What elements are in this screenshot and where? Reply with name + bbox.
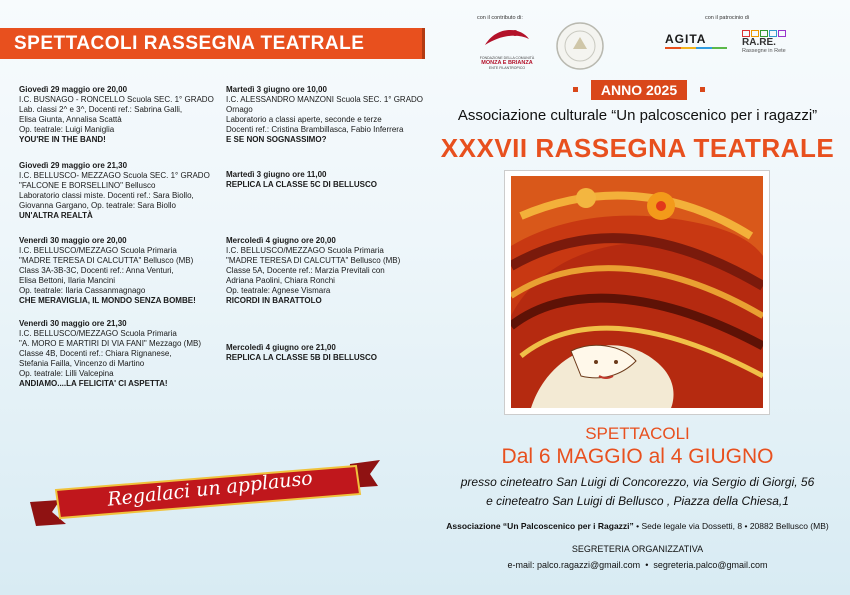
event-line: Martedì 3 giugno ore 10,00 [226, 85, 327, 94]
venue-line: e cineteatro San Luigi di Bellusco , Piazza della Chiesa,1 [486, 494, 789, 508]
event-title: CHE MERAVIGLIA, IL MONDO SENZA BOMBE! [19, 296, 196, 305]
event-line: Giovedì 29 maggio ore 21,30 [19, 161, 128, 170]
event-line: I.C. BELLUSCO/MEZZAGO Scuola Primaria [226, 246, 384, 255]
event-line: Class 3A-3B-3C, Docenti ref.: Anna Venturi, [19, 266, 174, 275]
event-line: Venerdì 30 maggio ore 20,00 [19, 236, 127, 245]
secretariat-heading: SEGRETERIA ORGANIZZATIVA [571, 544, 704, 554]
event-line: Docenti ref.: Cristina Brambillasca, Fabio Inferrera [226, 125, 404, 134]
event-line: Op. teatrale: Luigi Maniglia [19, 125, 115, 134]
event-item [19, 161, 219, 221]
event-line: Classe 4B, Docenti ref.: Chiara Rignanese, [19, 349, 172, 358]
event-line: Giovanna Gargano, Op. teatrale: Sara Biollo [19, 201, 176, 210]
fondazione-mark-icon [477, 23, 537, 51]
contribution-label: con il contributo di: [477, 15, 523, 21]
event-line: Op. teatrale: Agnese Vismara [226, 286, 331, 295]
right-panel [425, 0, 850, 595]
event-line: I.C. BELLUSCO/MEZZAGO Scuola Primaria [19, 246, 177, 255]
event-line: I.C. BELLUSCO- MEZZAGO Scuola SEC. 1° GRADO [19, 171, 210, 180]
event-item [226, 236, 426, 306]
fondazione-text: ENTE FILANTROPICO [488, 66, 526, 70]
shows-label: SPETTACOLI [585, 424, 690, 443]
event-title: E SE NON SOGNASSIMO? [226, 135, 327, 144]
event-line: "MADRE TERESA DI CALCUTTA" Bellusco (MB) [19, 256, 194, 265]
patronage-label: con il patrocinio di [705, 15, 750, 21]
email-line [425, 560, 850, 570]
event-title: YOU'RE IN THE BAND! [19, 135, 106, 144]
event-item [226, 343, 426, 363]
event-line: Stefania Failla, Vincenzo di Martino [19, 359, 145, 368]
event-item [19, 319, 219, 389]
fondazione-text: MONZA E BRIANZA [481, 60, 533, 66]
separator-bullet: • [645, 560, 649, 570]
bullet-icon [573, 87, 578, 92]
event-title: REPLICA LA CLASSE 5B DI BELLUSCO [226, 353, 377, 362]
program-banner: SPETTACOLI RASSEGNA TEATRALE [0, 28, 425, 59]
agita-stripes [665, 47, 727, 49]
event-title: REPLICA LA CLASSE 5C DI BELLUSCO [226, 180, 377, 189]
festival-title: XXXVII RASSEGNA TEATRALE [440, 133, 835, 163]
vismara-seal-icon [555, 21, 605, 71]
artwork-illustration [511, 176, 763, 408]
event-line: Elisa Bettoni, Ilaria Mancini [19, 276, 116, 285]
event-line: Lab. classi 2^ e 3^, Docenti ref.: Sabrina Galli, [19, 105, 183, 114]
agita-text: AGITA [665, 32, 707, 46]
event-line: "MADRE TERESA DI CALCUTTA" Bellusco (MB) [226, 256, 401, 265]
rare-logo [742, 30, 802, 60]
festival-dates: Dal 6 MAGGIO al 4 GIUGNO [501, 445, 774, 468]
association-name: Associazione culturale “Un palcoscenico per i ragazzi” [457, 107, 818, 124]
event-line: Ornago [226, 105, 253, 114]
event-title: ANDIAMO....LA FELICITA' CI ASPETTA! [19, 379, 168, 388]
legal-seat-address: • Sede legale via Dossetti, 8 • 20882 Bellusco (MB) [633, 521, 829, 531]
event-line: "A. MORO E MARTIRI DI VIA FANI" Mezzago (MB) [19, 339, 202, 348]
event-line: Laboratorio classi miste. Docenti ref.: Sara Biollo, [19, 191, 194, 200]
fondazione-text: FONDAZIONE DELLA COMUNITÀ [479, 56, 535, 60]
agita-logo [665, 32, 727, 56]
event-item [19, 85, 219, 145]
event-line: I.C. BUSNAGO - RONCELLO Scuola SEC. 1° GRADO [19, 95, 214, 104]
ribbon-text: Regalaci un applauso [106, 467, 314, 511]
event-line: Martedì 3 giugno ore 11,00 [226, 170, 327, 179]
fondazione-vismara-logo [555, 21, 605, 71]
event-line: Venerdì 30 maggio ore 21,30 [19, 319, 127, 328]
event-line: Op. teatrale: Lilli Valcepina [19, 369, 114, 378]
event-line: "FALCONE E BORSELLINO" Bellusco [19, 181, 156, 190]
festival-artwork [504, 170, 770, 415]
event-item [226, 85, 426, 145]
event-line: Mercoledì 4 giugno ore 21,00 [226, 343, 336, 352]
event-line: Elisa Giunta, Annalisa Scattà [19, 115, 122, 124]
event-item [226, 170, 426, 190]
event-line: Laboratorio a classi aperte, seconde e terze [226, 115, 382, 124]
rare-title: RA.RE. [742, 37, 776, 48]
venue-line: presso cineteatro San Luigi di Concorezzo, via Sergio di Giorgi, 56 [460, 475, 815, 489]
email-link[interactable]: segreteria.palco@gmail.com [653, 560, 768, 570]
fondazione-monza-brianza-logo [477, 23, 537, 69]
event-line: Op. teatrale: Ilaria Cassanmagnago [19, 286, 146, 295]
bullet-icon [700, 87, 705, 92]
email-link[interactable]: palco.ragazzi@gmail.com [536, 560, 641, 570]
event-title: UN'ALTRA REALTÀ [19, 211, 93, 220]
event-line: I.C. ALESSANDRO MANZONI Scuola SEC. 1° GRADO [226, 95, 424, 104]
event-line: I.C. BELLUSCO/MEZZAGO Scuola Primaria [19, 329, 177, 338]
legal-seat-name: Associazione “Un Palcoscenico per i Ragazzi” [446, 521, 634, 531]
event-line: Giovedì 29 maggio ore 20,00 [19, 85, 128, 94]
applause-ribbon [30, 460, 380, 526]
email-label: e-mail: [507, 560, 535, 570]
event-line: Classe 5A, Docente ref.: Marzia Previtali con [226, 266, 385, 275]
event-line: Mercoledì 4 giugno ore 20,00 [226, 236, 336, 245]
rare-squares [742, 30, 802, 37]
legal-seat [425, 521, 850, 531]
event-line: Adriana Paolini, Chiara Ronchi [226, 276, 335, 285]
event-item [19, 236, 219, 306]
event-title: RICORDI IN BARATTOLO [226, 296, 322, 305]
rare-subtitle: Rassegne in Rete [742, 48, 786, 54]
year-badge: ANNO 2025 [591, 80, 687, 100]
